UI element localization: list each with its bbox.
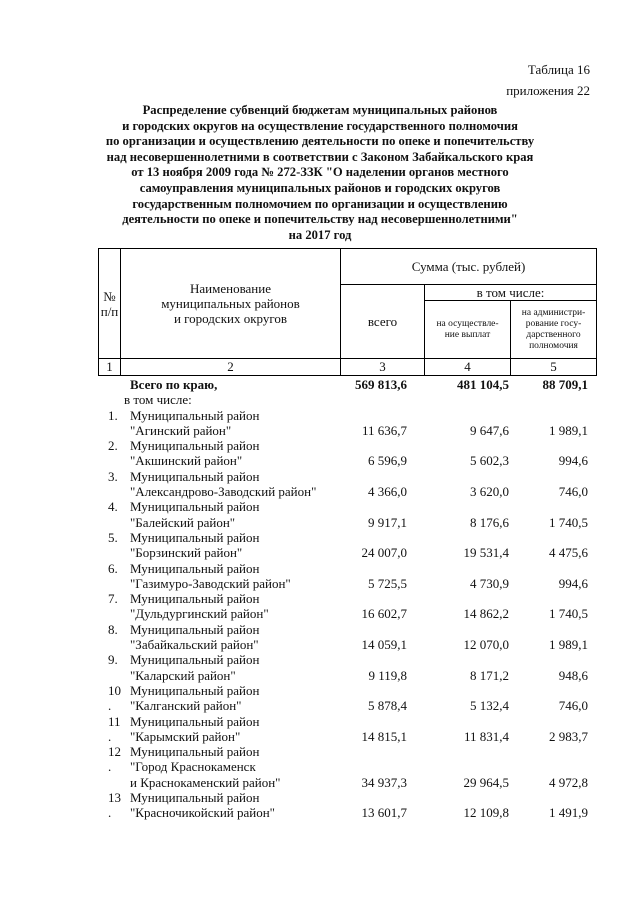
district-name: "Карымский район" [130,728,241,744]
title-line: над несовершеннолетними в соответствии с Законом Забайкальского края [106,149,534,164]
document-title [70,103,570,243]
row-payments: 11 831,4 [463,728,509,744]
table-row [0,469,640,484]
row-admin: 1 740,5 [549,514,588,530]
table-row [0,606,640,621]
row-total: 9 917,1 [368,514,407,530]
table-row [0,698,640,713]
appendix-reference: приложения 22 [506,83,590,98]
table-body [0,377,640,821]
district-name: Муниципальный район [130,468,260,484]
row-number: 12 [108,744,121,760]
total-payments: 481 104,5 [457,377,509,392]
district-name: Муниципальный район [130,682,260,698]
row-payments: 19 531,4 [463,545,509,561]
row-number: 2. [108,438,118,454]
district-name: Муниципальный район [130,499,260,515]
row-total: 16 602,7 [361,606,407,622]
title-line: на 2017 год [288,227,352,242]
district-name: Муниципальный район [130,438,260,454]
row-number: 3. [108,468,118,484]
table-row [0,576,640,591]
table-reference: Таблица 16 [527,62,590,77]
table-row [0,408,640,423]
district-name: Муниципальный район [130,560,260,576]
row-number: 13 [108,790,121,806]
district-name: "Каларский район" [130,667,236,683]
header-including: в том числе: [425,285,597,301]
header-admin: на администри- рование госу- дарственного полномочия [511,301,597,359]
district-name: "Балейский район" [130,514,236,530]
table-row [0,545,640,560]
table-row [0,652,640,667]
table-row [0,759,640,774]
district-name: Муниципальный район [130,621,260,637]
row-admin: 994,6 [558,453,588,469]
title-line: по организации и осуществлению деятельности по опеке и попечительству [105,134,535,149]
header-payments: на осуществле- ние выплат [425,301,511,359]
row-payments: 5 602,3 [470,453,509,469]
table-row [0,423,640,438]
total-row [0,377,640,392]
row-total: 11 636,7 [361,422,407,438]
column-number: 2 [121,359,341,376]
row-total: 34 937,3 [361,774,407,790]
header-total: всего [341,285,425,359]
row-payments: 14 862,2 [463,606,509,622]
title-line: от 13 ноября 2009 года № 272-ЗЗК "О наделении органов местного [131,165,509,180]
row-total: 6 596,9 [368,453,407,469]
row-number: 9. [108,652,118,668]
table-row [0,453,640,468]
district-name: Муниципальный район [130,744,260,760]
table-row [0,561,640,576]
total-sum: 569 813,6 [355,377,407,392]
column-number: 3 [341,359,425,376]
district-name: Муниципальный район [130,652,260,668]
row-admin: 4 972,8 [549,774,588,790]
row-number: . [108,698,112,714]
column-number: 1 [99,359,121,376]
district-name: "Акшинский район" [130,453,243,469]
row-number: . [108,728,112,744]
row-total: 9 119,8 [368,667,407,683]
row-admin: 1 989,1 [549,637,588,653]
district-name: "Агинский район" [130,422,232,438]
district-name: Муниципальный район [130,713,260,729]
header-sum: Сумма (тыс. рублей) [341,249,597,285]
row-payments: 12 070,0 [463,637,509,653]
district-name: "Красночикойский район" [130,805,275,821]
table-row [0,637,640,652]
title-line: и городских округов на осуществление государственного полномочия [122,118,518,133]
table-row [0,484,640,499]
district-name: "Калганский район" [130,698,242,714]
table-row [0,530,640,545]
table-row [0,515,640,530]
row-total: 14 059,1 [361,637,407,653]
district-name: "Город Краснокаменск [130,759,256,775]
row-total: 4 366,0 [368,484,407,500]
row-payments: 8 171,2 [470,667,509,683]
row-number: 8. [108,621,118,637]
row-admin: 746,0 [558,698,588,714]
district-name: "Александрово-Заводский район" [130,484,317,500]
table-row [0,499,640,514]
table-row [0,683,640,698]
table-row [0,714,640,729]
row-payments: 8 176,6 [470,514,509,530]
district-name: Муниципальный район [130,529,260,545]
district-name: Муниципальный район [130,407,260,423]
row-admin: 1 989,1 [549,422,588,438]
row-number: 5. [108,529,118,545]
row-payments: 12 109,8 [463,805,509,821]
total-admin: 88 709,1 [542,377,588,392]
row-number: 7. [108,591,118,607]
district-name: и Краснокаменский район" [130,774,281,790]
header-table [98,248,597,376]
district-name: "Дульдургинский район" [130,606,269,622]
row-total: 5 878,4 [368,698,407,714]
row-payments: 5 132,4 [470,698,509,714]
row-admin: 2 983,7 [549,728,588,744]
table-row [0,729,640,744]
row-total: 14 815,1 [361,728,407,744]
district-name: Муниципальный район [130,790,260,806]
header-number: № п/п [99,249,121,359]
row-admin: 1 740,5 [549,606,588,622]
row-number: 4. [108,499,118,515]
title-line: Распределение субвенций бюджетам муниципальных районов [142,103,498,117]
row-number: 6. [108,560,118,576]
row-number: 1. [108,407,118,423]
row-payments: 3 620,0 [470,484,509,500]
row-payments: 4 730,9 [470,575,509,591]
district-name: "Борзинский район" [130,545,243,561]
row-admin: 994,6 [558,575,588,591]
row-total: 13 601,7 [361,805,407,821]
row-admin: 4 475,6 [549,545,588,561]
table-row [0,775,640,790]
row-number: . [108,805,112,821]
table-row [0,438,640,453]
row-total: 24 007,0 [361,545,407,561]
row-payments: 9 647,6 [470,422,509,438]
including-row [0,392,640,407]
title-line: самоуправления муниципальных районов и городских округов [139,180,501,195]
column-number: 5 [511,359,597,376]
district-name: "Газимуро-Заводский район" [130,575,291,591]
row-number: 10 [108,682,121,698]
header-name: Наименование муниципальных районов и городских округов [121,249,341,359]
row-number: . [108,759,112,775]
including-label: в том числе: [124,392,192,408]
table-row [0,622,640,637]
row-admin: 1 491,9 [549,805,588,821]
row-payments: 29 964,5 [463,774,509,790]
row-number: 11 [108,713,121,729]
title-line: деятельности по опеке и попечительству над несовершеннолетними" [122,212,518,227]
district-name: "Забайкальский район" [130,637,259,653]
total-label: Всего по краю, [130,377,218,392]
column-number: 4 [425,359,511,376]
table-row [0,591,640,606]
row-total: 5 725,5 [368,575,407,591]
district-name: Муниципальный район [130,591,260,607]
table-row [0,668,640,683]
row-admin: 746,0 [558,484,588,500]
table-row [0,790,640,805]
title-line: государственным полномочием по организации и осуществлению [132,196,508,211]
row-admin: 948,6 [558,667,588,683]
table-row [0,744,640,759]
table-row [0,805,640,820]
